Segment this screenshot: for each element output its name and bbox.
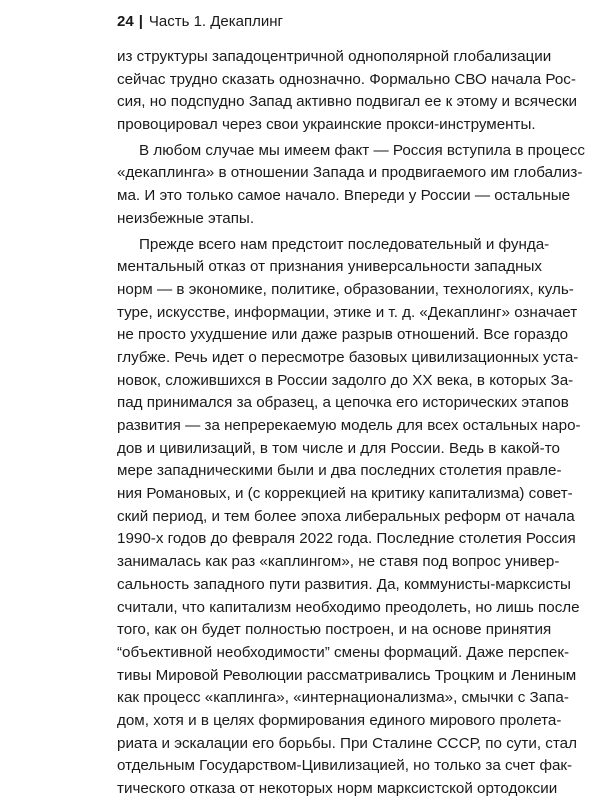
running-head	[117, 12, 283, 32]
text-line: сейчас трудно сказать однозначно. Формально СВО начала Рос-	[117, 70, 576, 88]
text-line: считали, что капитализм необходимо преодолеть, но лишь после	[117, 598, 580, 616]
text-line: дом, хотя и в целях формирования единого мирового пролета-	[117, 711, 562, 729]
text-line: пад принимался за образец, а цепочка его исторических этапов	[117, 394, 569, 412]
header-separator: |	[138, 13, 143, 30]
text-line: 1990-х годов до февраля 2022 года. Последние столетия Россия	[117, 530, 576, 548]
text-line: ния Романовых, и (с коррекцией на критику капитализма) совет-	[117, 485, 573, 503]
text-line: риата и эскалации его борьбы. При Сталине СССР, по сути, стал	[117, 734, 577, 752]
text-line: дов и цивилизаций, в том числе и для России. Ведь в какой-то	[117, 439, 560, 457]
text-line: глубже. Речь идет о пересмотре базовых цивилизационных уста-	[117, 348, 579, 366]
text-line: ский период, и тем более эпоха либеральных реформ от начала	[117, 507, 575, 525]
text-line: сальность западного пути развития. Да, коммунисты-марксисты	[117, 575, 571, 593]
text-line: ментальный отказ от признания универсальности западных	[117, 258, 542, 276]
page-number: 24	[117, 13, 134, 30]
body-text	[117, 46, 585, 801]
text-line: В любом случае мы имеем факт — Россия вступила в процесс	[139, 141, 585, 159]
paragraph	[117, 234, 581, 801]
text-line: тивы Мировой Революции рассматривались Троцким и Лениным	[117, 666, 577, 684]
text-line: неизбежные этапы.	[117, 209, 255, 227]
text-line: новок, сложившихся в России задолго до XX века, в которых За-	[117, 371, 574, 389]
text-line: того, как он будет полностью построен, и на основе принятия	[117, 621, 552, 639]
text-line: провоцировал через свои украинские прокси-инструменты.	[117, 116, 536, 134]
text-line: Прежде всего нам предстоит последовательный и фунда-	[139, 235, 550, 253]
text-line: туре, искусстве, информации, этике и т. д. «Декаплинг» означает	[117, 303, 578, 321]
text-line: «декаплинга» в отношении Запада и продвигаемого им глобализ-	[117, 164, 583, 182]
text-line: мере западническими были и два последних столетия правле-	[117, 462, 562, 480]
text-line: отдельным Государством-Цивилизацией, но только за счет фак-	[117, 757, 573, 775]
text-line: как процесс «каплинга», «интернационализма», смычки с Запа-	[117, 689, 569, 707]
text-line: тического отказа от некоторых норм марксистской ортодоксии	[117, 780, 558, 797]
text-line: “объективной необходимости” смены формаций. Даже перспек-	[117, 643, 570, 661]
text-line: сия, но подспудно Запад активно подвигал ее к этому и всячески	[117, 93, 578, 111]
text-line: норм — в экономике, политике, образовании, технологиях, куль-	[117, 280, 574, 298]
paragraph	[117, 46, 578, 137]
text-line: занималась как раз «каплингом», не ставя под вопрос универ-	[117, 553, 560, 571]
text-line: развития — за непререкаемую модель для всех остальных наро-	[117, 417, 581, 434]
text-line: ма. И это только самое начало. Впереди у России — остальные	[117, 187, 571, 205]
chapter-title: Часть 1. Декаплинг	[148, 13, 284, 30]
text-line: не просто ухудшение или даже разрыв отношений. Все гораздо	[117, 326, 569, 344]
paragraph	[117, 140, 585, 231]
text-line: из структуры западоцентричной однополярной глобализации	[117, 48, 552, 65]
